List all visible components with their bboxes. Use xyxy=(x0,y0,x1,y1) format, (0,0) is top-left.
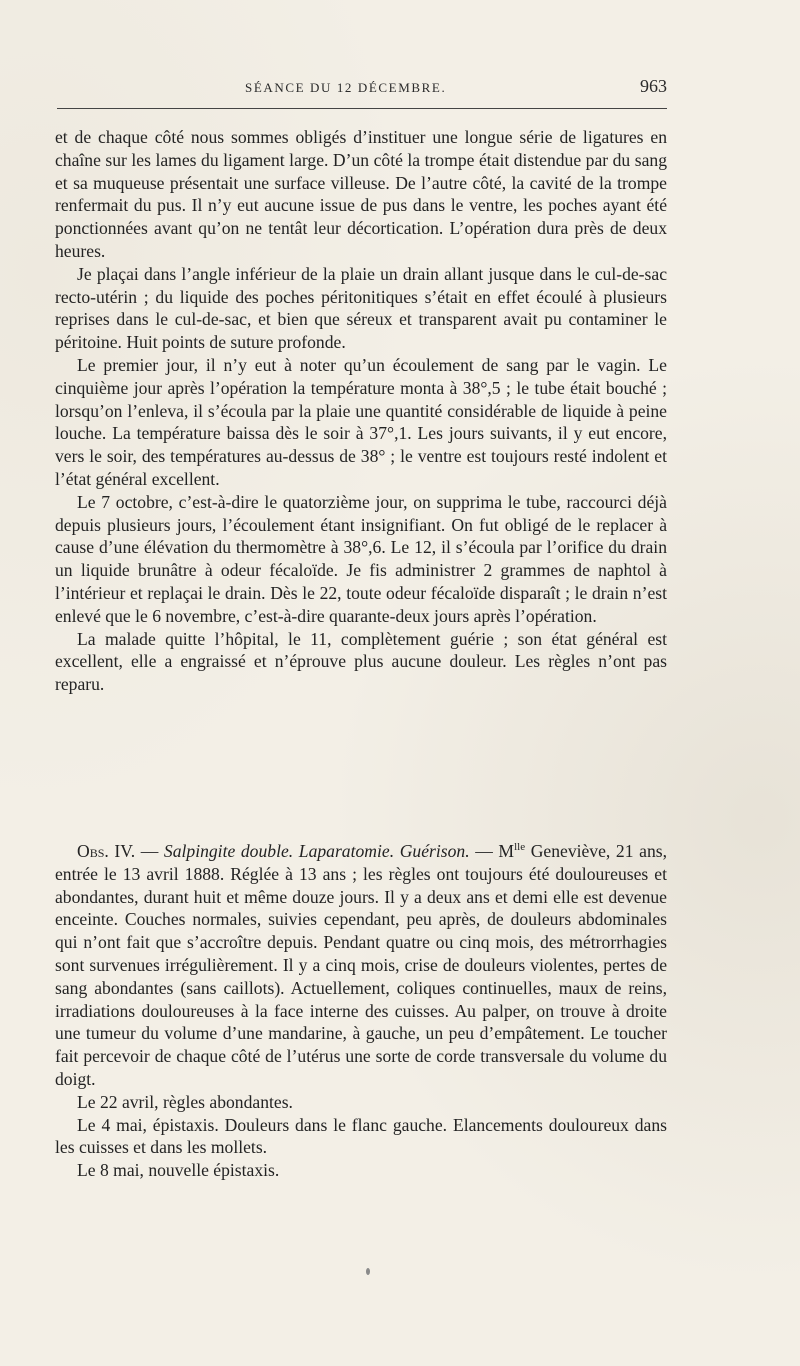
honorific-superscript: lle xyxy=(514,841,526,854)
dash: — xyxy=(469,841,499,861)
main-text xyxy=(55,126,667,696)
dated-entry: Le 22 avril, règles abondantes. xyxy=(77,1091,293,1112)
running-title: SÉANCE DU 12 DÉCEMBRE. xyxy=(245,80,447,95)
observation-label: Obs. IV. xyxy=(77,841,136,861)
dated-entry: Le 4 mai, épistaxis. Douleurs dans le flanc gauche. Elancements douloureux dans les cuisses et dans les mollets. xyxy=(55,1114,667,1158)
dated-entry: Le 8 mai, nouvelle épistaxis. xyxy=(77,1160,280,1181)
observation-text: Geneviève, 21 ans, entrée le 13 avril 1888. Réglée à 13 ans ; les règles ont toujours été douloureuses et abondantes, durant huit et même douze jours. Il y a deux ans et demi elle est devenue enceinte. Couches normales, suivies cependant, peu après, de douleurs abdominales qui n’ont fait que s’accroître depuis. Pendant quatre ou cinq mois, des métrorrhagies sont survenues irrégulièrement. Il y a cinq mois, crise de douleurs violentes, pertes de sang abondantes (sans caillots). Actuellement, coliques continuelles, maux de reins, irradiations douloureuses à la face interne des cuisses. Au palper, on trouve à droite une tumeur du volume d’une mandarine, à gauche, un peu d’empâtement. Le toucher fait percevoir de chaque côté de l’utérus une sorte de corde transversale du volume du doigt. xyxy=(55,841,667,1089)
paragraph: La malade quitte l’hôpital, le 11, complètement guérie ; son état général est excellent, elle a engraissé et n’éprouve plus aucune douleur. Les règles n’ont pas reparu. xyxy=(55,628,667,695)
paragraph: Le 7 octobre, c’est-à-dire le quatorzième jour, on supprima le tube, raccourci déjà depuis plusieurs jours, l’écoulement étant insignifiant. On fut obligé de le replacer à cause d’une élévation du thermomètre à 38°,6. Le 12, il s’écoula par l’orifice du drain un liquide brunâtre à odeur fécaloïde. Je fis administrer 2 grammes de naphtol à l’intérieur et replaçai le drain. Dès le 22, toute odeur fécaloïde disparaît ; le drain n’est enlevé que le 6 novembre, c’est-à-dire quarante-deux jours après l’opération. xyxy=(55,491,667,626)
header-rule xyxy=(57,108,667,109)
dash: — xyxy=(135,841,164,861)
observation-paragraph xyxy=(55,840,667,1091)
observation-section xyxy=(55,840,667,1182)
paragraph: Le premier jour, il n’y eut à noter qu’un écoulement de sang par le vagin. Le cinquième jour après l’opération la température monta à 38°,5 ; le tube était bouché ; lorsqu’on l’enleva, il s’écoula par la plaie une quantité considérable de liquide à peine louche. La température baissa dès le soir à 37°,1. Les jours suivants, il y eut encore, vers le soir, des températures au-dessus de 38° ; le ventre est toujours resté indolent et l’état général excellent. xyxy=(55,354,667,489)
observation-title: Salpingite double. Laparatomie. Guérison. xyxy=(163,841,470,861)
paragraph: Je plaçai dans l’angle inférieur de la plaie un drain allant jusque dans le cul-de-sac recto-utérin ; du liquide des poches péritonitiques s’était en effet écoulé à plusieurs reprises dans le cul-de-sac, et bien que séreux et transparent avait pu contaminer le péritoine. Huit points de suture profonde. xyxy=(55,263,667,353)
page-number: 963 xyxy=(640,76,667,96)
page-header xyxy=(55,76,667,100)
ink-speck xyxy=(366,1268,370,1275)
honorific: M xyxy=(498,841,515,861)
paragraph: et de chaque côté nous sommes obligés d’instituer une longue série de ligatures en chaîne sur les lames du ligament large. D’un côté la trompe était distendue par du sang et sa muqueuse présentait une surface villeuse. De l’autre côté, la cavité de la trompe renfermait du pus. Il n’y eut aucune issue de pus dans le ventre, les poches ayant été ponctionnées avant qu’on ne tentât leur décortication. L’opération dura près de deux heures. xyxy=(55,127,667,261)
